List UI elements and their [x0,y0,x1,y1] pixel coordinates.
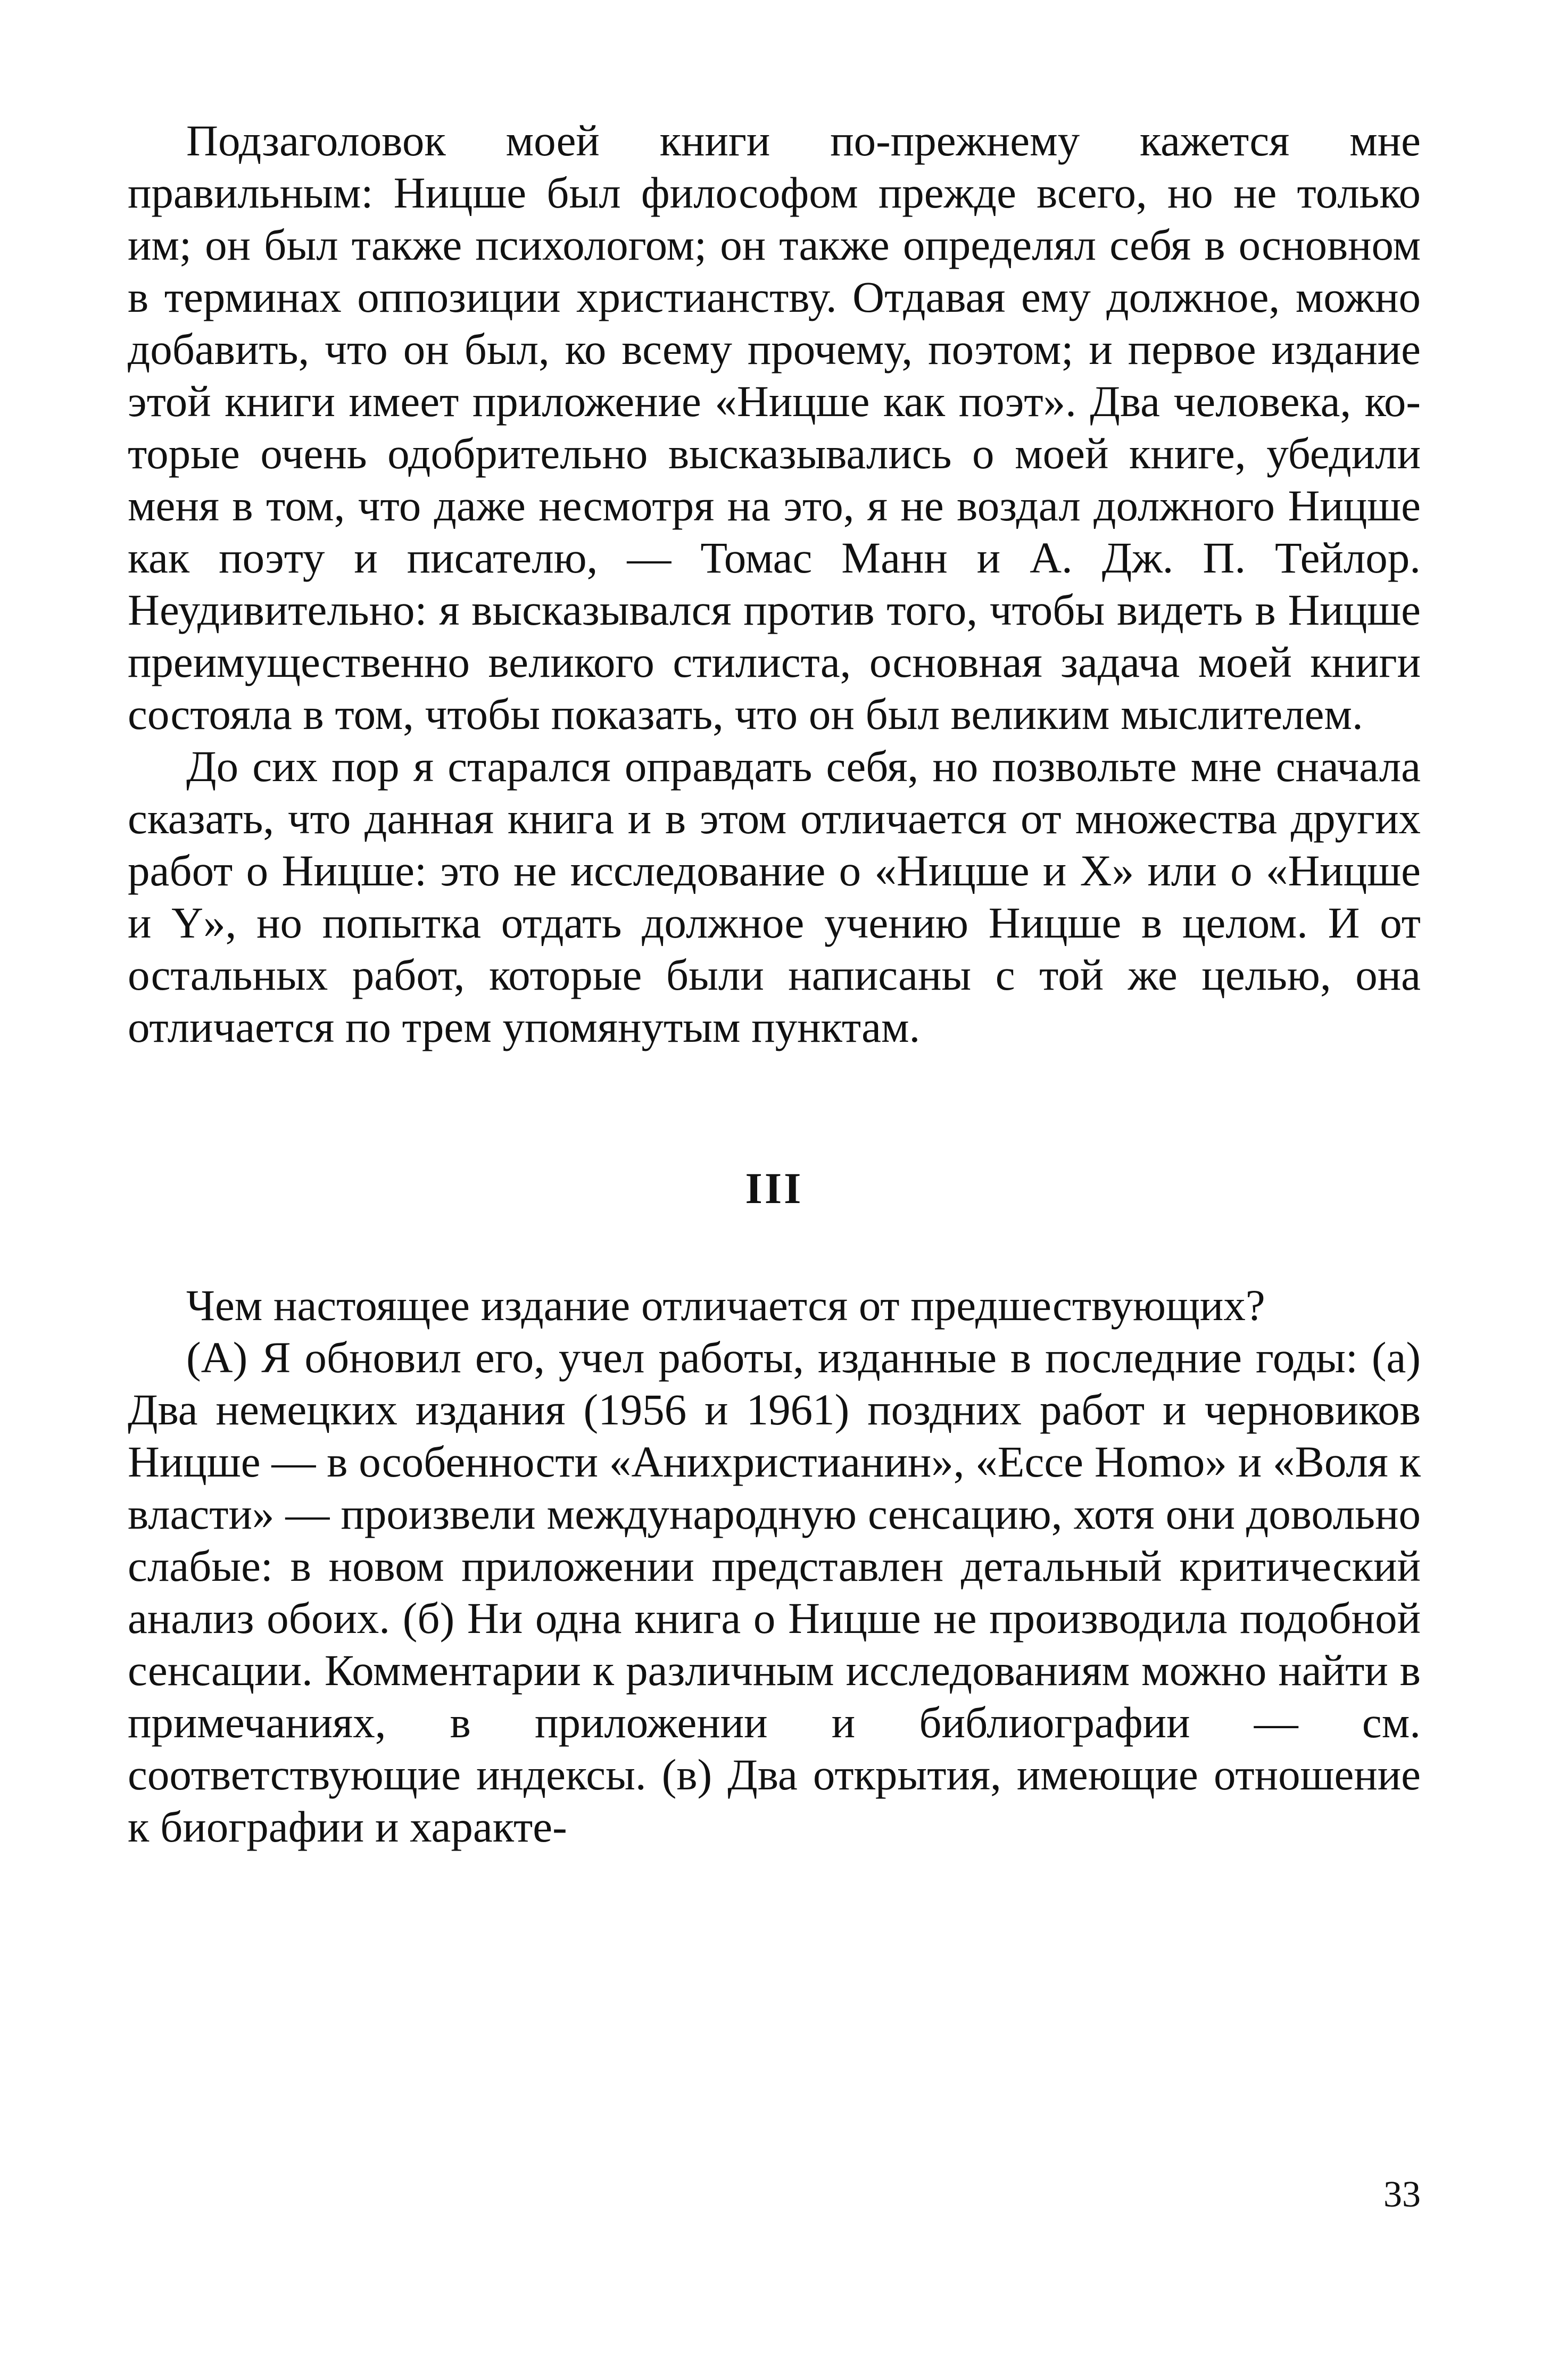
section-spacer-bottom [128,1214,1421,1279]
paragraph-justification: До сих пор я старался оправдать себя, но позвольте мне сначала сказать, что данная книга и в этом отличается от множества других работ о Ницше: это не исследование о «Ницше и X» или о «Ницше и Y», но попытка отдать должное учению Ницше в целом. И от остальных работ, которые были написаны с той же целью, она отличается по трем упомянутым пунктам. [128,742,1421,1051]
book-page [128,114,1421,2264]
page-number: 33 [1383,2174,1421,2215]
paragraph-updates: (А) Я обновил его, учел работы, изданные в последние годы: (а) Два немецких издания (1956 и 1961) поздних работ и черновиков Ницше — в особенности «Анихристианин», «Ecce Homo» и «Воля к власти» — произвели международную сенсацию, хотя они довольно слабые: в новом приложении представлен детальный критический анализ обоих. (б) Ни одна книга о Ницше не производила подобной сенсации. Комментарии к различным исследованиям можно найти в примечаниях, в приложении и библиографии — см. соответствующие индексы. (в) Два открытия, имеющие отношение к биографии и характе- [128,1333,1421,1851]
paragraph-question: Чем настоящее издание отличается от предшествующих? [186,1281,1265,1330]
section-heading: III [745,1164,803,1213]
paragraph-subtitle-discussion: Подзаголовок моей книги по-прежнему кажется мне правильным: Ницше был философом прежде всего, но не только им; он был также психологом; он также определял себя в основном в терминах оппозиции христианству. Отдавая ему должное, можно добавить, что он был, ко всему прочему, поэтом; и первое издание этой книги имеет приложение «Ницше как поэт». Два человека, которые очень одобрительно высказывались о моей книге, убедили меня в том, что даже несмотря на это, я не воздал должного Ницше как поэту и писателю, — Томас Манн и А. Дж. П. Тейлор. Неудивительно: я высказывался против того, чтобы видеть в Ницше преимущественно великого стилиста, основная задача моей книги состояла в том, чтобы показать, что он был великим мыслителем. [128,116,1421,739]
section-spacer-top [128,1053,1421,1162]
